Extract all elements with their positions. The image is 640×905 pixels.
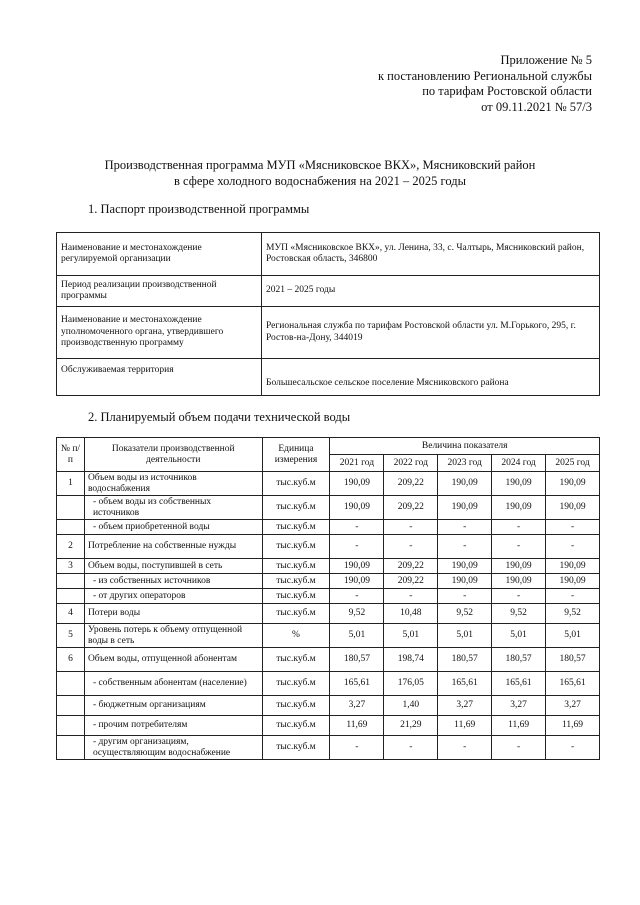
- row-unit: тыс.куб.м: [262, 648, 330, 672]
- title-line-1: Производственная программа МУП «Мясниковское ВКХ», Мясниковский район: [104, 158, 536, 172]
- row-value: 1,40: [384, 696, 438, 716]
- row-value: 190,09: [546, 574, 600, 589]
- passport-value: МУП «Мясниковское ВКХ», ул. Ленина, 33, с. Чалтырь, Мясниковский район, Ростовская область, 346800: [262, 233, 600, 276]
- row-indicator: - прочим потребителям: [84, 716, 262, 736]
- table-row: [57, 604, 600, 624]
- row-value: 190,09: [546, 496, 600, 520]
- table-row: [57, 574, 600, 589]
- row-value: -: [384, 589, 438, 604]
- row-num: 5: [57, 624, 85, 648]
- row-value: 9,52: [438, 604, 492, 624]
- row-value: 190,09: [330, 574, 384, 589]
- row-indicator: Объем воды, поступившей в сеть: [84, 559, 262, 574]
- passport-value: Большесальское сельское поселение Мясниковского района: [262, 359, 600, 396]
- row-unit: тыс.куб.м: [262, 559, 330, 574]
- row-indicator: Потери воды: [84, 604, 262, 624]
- row-value: 198,74: [384, 648, 438, 672]
- row-value: 11,69: [438, 716, 492, 736]
- row-value: -: [384, 736, 438, 760]
- row-value: 180,57: [438, 648, 492, 672]
- row-unit: тыс.куб.м: [262, 736, 330, 760]
- row-value: 10,48: [384, 604, 438, 624]
- row-value: 165,61: [492, 672, 546, 696]
- header-year: 2024 год: [492, 455, 546, 472]
- section-1-heading: 1. Паспорт производственной программы: [88, 202, 310, 216]
- header-year: 2021 год: [330, 455, 384, 472]
- row-num: 2: [57, 535, 85, 559]
- row-value: 165,61: [546, 672, 600, 696]
- table-row: [57, 559, 600, 574]
- row-value: 190,09: [546, 472, 600, 496]
- row-value: -: [384, 535, 438, 559]
- row-num: 4: [57, 604, 85, 624]
- row-indicator: - объем воды из собственных источников: [84, 496, 262, 520]
- row-value: 190,09: [492, 496, 546, 520]
- passport-label: Обслуживаемая территория: [57, 359, 262, 396]
- header-num: № п/п: [57, 438, 85, 472]
- row-num: [57, 716, 85, 736]
- passport-row: [57, 233, 600, 276]
- row-num: [57, 696, 85, 716]
- row-value: 3,27: [438, 696, 492, 716]
- volume-header-row: [57, 438, 600, 455]
- row-value: 3,27: [330, 696, 384, 716]
- document-title: [0, 158, 640, 189]
- row-num: [57, 520, 85, 535]
- row-value: 180,57: [492, 648, 546, 672]
- table-row: [57, 535, 600, 559]
- row-value: -: [330, 535, 384, 559]
- row-indicator: Потребление на собственные нужды: [84, 535, 262, 559]
- row-value: -: [546, 736, 600, 760]
- header-unit: Единица измерения: [262, 438, 330, 472]
- row-unit: тыс.куб.м: [262, 716, 330, 736]
- row-value: -: [546, 520, 600, 535]
- row-value: 5,01: [492, 624, 546, 648]
- row-value: 9,52: [492, 604, 546, 624]
- row-value: -: [492, 736, 546, 760]
- row-value: -: [438, 589, 492, 604]
- appendix-line-2: к постановлению Региональной службы: [377, 68, 592, 83]
- row-value: 3,27: [546, 696, 600, 716]
- row-value: -: [438, 736, 492, 760]
- row-value: 165,61: [438, 672, 492, 696]
- row-value: -: [330, 589, 384, 604]
- row-num: 3: [57, 559, 85, 574]
- row-indicator: - от других операторов: [84, 589, 262, 604]
- row-unit: тыс.куб.м: [262, 604, 330, 624]
- row-value: 5,01: [384, 624, 438, 648]
- row-num: [57, 496, 85, 520]
- row-value: -: [438, 520, 492, 535]
- passport-label: Наименование и местонахождение регулируемой организации: [57, 233, 262, 276]
- row-unit: тыс.куб.м: [262, 672, 330, 696]
- row-value: 190,09: [330, 472, 384, 496]
- row-num: 6: [57, 648, 85, 672]
- passport-row: [57, 359, 600, 396]
- row-value: 209,22: [384, 559, 438, 574]
- row-value: 3,27: [492, 696, 546, 716]
- row-value: -: [384, 520, 438, 535]
- row-value: -: [330, 520, 384, 535]
- row-value: 5,01: [546, 624, 600, 648]
- header-year: 2022 год: [384, 455, 438, 472]
- row-value: 190,09: [438, 574, 492, 589]
- row-unit: тыс.куб.м: [262, 472, 330, 496]
- header-indicator: Показатели производственной деятельности: [84, 438, 262, 472]
- row-value: -: [492, 535, 546, 559]
- passport-table: [56, 232, 600, 396]
- row-value: 165,61: [330, 672, 384, 696]
- header-value-group: Величина показателя: [330, 438, 600, 455]
- appendix-line-3: по тарифам Ростовской области: [422, 84, 592, 98]
- header-year: 2025 год: [546, 455, 600, 472]
- row-value: 180,57: [546, 648, 600, 672]
- appendix-line-4: от 09.11.2021 № 57/3: [481, 99, 592, 114]
- table-row: [57, 589, 600, 604]
- table-row: [57, 696, 600, 716]
- row-value: 11,69: [492, 716, 546, 736]
- row-indicator: Объем воды из источников водоснабжения: [84, 472, 262, 496]
- appendix-header: [378, 53, 592, 115]
- row-value: 190,09: [438, 559, 492, 574]
- title-line-2: в сфере холодного водоснабжения на 2021 – 2025 годы: [174, 173, 466, 188]
- row-value: -: [438, 535, 492, 559]
- table-row: [57, 624, 600, 648]
- row-value: 5,01: [438, 624, 492, 648]
- row-value: 190,09: [438, 496, 492, 520]
- passport-value: 2021 – 2025 годы: [262, 276, 600, 307]
- row-unit: тыс.куб.м: [262, 520, 330, 535]
- appendix-line-1: Приложение № 5: [500, 53, 592, 67]
- row-value: 190,09: [330, 496, 384, 520]
- passport-label: Период реализации производственной программы: [57, 276, 262, 307]
- row-value: 5,01: [330, 624, 384, 648]
- row-value: 21,29: [384, 716, 438, 736]
- row-value: 190,09: [438, 472, 492, 496]
- row-indicator: - другим организациям, осуществляющим водоснабжение: [84, 736, 262, 760]
- row-num: [57, 589, 85, 604]
- row-value: 180,57: [330, 648, 384, 672]
- table-row: [57, 672, 600, 696]
- table-row: [57, 472, 600, 496]
- row-value: -: [546, 589, 600, 604]
- passport-label: Наименование и местонахождение уполномоченного органа, утвердившего производственную программу: [57, 307, 262, 359]
- table-row: [57, 648, 600, 672]
- row-value: 209,22: [384, 574, 438, 589]
- row-value: 190,09: [492, 574, 546, 589]
- row-unit: тыс.куб.м: [262, 496, 330, 520]
- row-value: 11,69: [546, 716, 600, 736]
- row-unit: тыс.куб.м: [262, 535, 330, 559]
- section-2-heading: 2. Планируемый объем подачи технической воды: [88, 410, 351, 424]
- row-num: 1: [57, 472, 85, 496]
- row-num: [57, 672, 85, 696]
- row-value: -: [546, 535, 600, 559]
- row-value: 190,09: [330, 559, 384, 574]
- row-indicator: Уровень потерь к объему отпущенной воды в сеть: [84, 624, 262, 648]
- row-value: -: [492, 520, 546, 535]
- row-indicator: - бюджетным организациям: [84, 696, 262, 716]
- row-value: 190,09: [492, 472, 546, 496]
- row-value: 190,09: [546, 559, 600, 574]
- row-unit: тыс.куб.м: [262, 589, 330, 604]
- header-year: 2023 год: [438, 455, 492, 472]
- volume-table: [56, 437, 600, 760]
- row-value: -: [492, 589, 546, 604]
- table-row: [57, 520, 600, 535]
- row-value: 190,09: [492, 559, 546, 574]
- row-num: [57, 736, 85, 760]
- row-unit: %: [262, 624, 330, 648]
- table-row: [57, 496, 600, 520]
- table-row: [57, 736, 600, 760]
- row-unit: тыс.куб.м: [262, 574, 330, 589]
- row-value: 11,69: [330, 716, 384, 736]
- passport-row: [57, 276, 600, 307]
- row-value: -: [330, 736, 384, 760]
- table-row: [57, 716, 600, 736]
- row-unit: тыс.куб.м: [262, 696, 330, 716]
- row-value: 176,05: [384, 672, 438, 696]
- row-value: 9,52: [546, 604, 600, 624]
- row-indicator: - собственным абонентам (население): [84, 672, 262, 696]
- row-value: 209,22: [384, 472, 438, 496]
- row-num: [57, 574, 85, 589]
- row-indicator: Объем воды, отпущенной абонентам: [84, 648, 262, 672]
- row-value: 209,22: [384, 496, 438, 520]
- passport-value: Региональная служба по тарифам Ростовской области ул. М.Горького, 295, г. Ростов-на-Дону, 344019: [262, 307, 600, 359]
- row-indicator: - из собственных источников: [84, 574, 262, 589]
- row-value: 9,52: [330, 604, 384, 624]
- row-indicator: - объем приобретенной воды: [84, 520, 262, 535]
- passport-row: [57, 307, 600, 359]
